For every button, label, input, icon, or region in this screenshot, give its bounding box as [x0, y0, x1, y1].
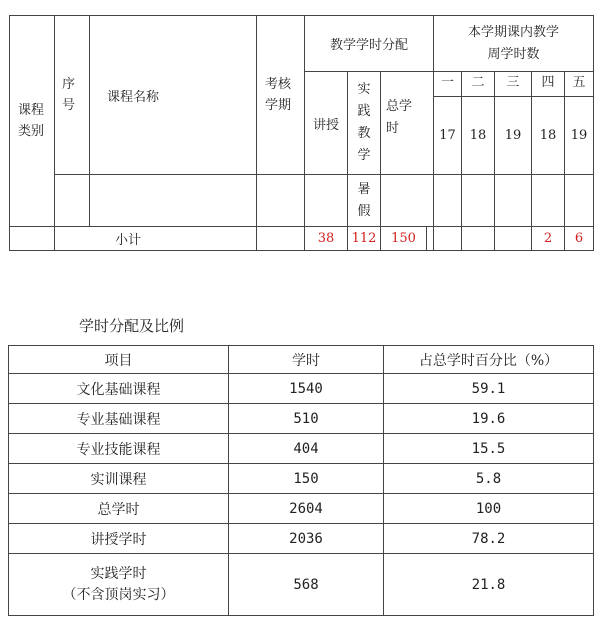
- semester-label-3: 三: [495, 72, 531, 97]
- row-percent: 15.5: [384, 434, 594, 464]
- table-row: [9, 404, 594, 434]
- summer-lecture: [305, 175, 348, 227]
- semester-cell-3: [495, 72, 532, 175]
- summer-course-name: [90, 175, 257, 227]
- row-hours: 510: [229, 404, 384, 434]
- subtotal-lecture: 38: [305, 227, 348, 251]
- header-item: 项目: [9, 346, 229, 374]
- table-row: [9, 464, 594, 494]
- subtotal-total: 150: [381, 227, 427, 251]
- row-percent: 5.8: [384, 464, 594, 494]
- header-course-category: 课程 类别: [10, 16, 55, 227]
- row-percent: 78.2: [384, 524, 594, 554]
- table-row: [9, 374, 594, 404]
- table-row: [9, 554, 594, 616]
- subtotal-practice: 112: [348, 227, 381, 251]
- row-item: 实训课程: [9, 464, 229, 494]
- week-count-3: 19: [504, 128, 522, 143]
- row-hours: 1540: [229, 374, 384, 404]
- header-course-name: 课程名称: [90, 16, 257, 175]
- table-row: [9, 524, 594, 554]
- summer-total: [381, 175, 434, 227]
- subtotal-sem2: [462, 227, 495, 251]
- week-count-2: 18: [469, 128, 487, 143]
- row-hours: 2604: [229, 494, 384, 524]
- summer-sem2: [462, 175, 495, 227]
- summer-sem5: [565, 175, 594, 227]
- header-hours-allocation: 教学学时分配: [305, 16, 434, 72]
- subtotal-sem3: [495, 227, 532, 251]
- subtotal-label: 小计: [55, 227, 257, 251]
- row-hours: 568: [229, 554, 384, 616]
- semester-label-2: 二: [462, 72, 494, 97]
- semester-cell-5: [565, 72, 594, 175]
- header-exam-term: 考核 学期: [257, 16, 305, 175]
- summer-sem3: [495, 175, 532, 227]
- subtotal-sem5: 6: [565, 227, 594, 251]
- row-hours: 2036: [229, 524, 384, 554]
- header-lecture: 讲授: [305, 72, 348, 175]
- header-weekly-hours: 本学期课内教学 周学时数: [434, 16, 594, 72]
- subtotal-gap: [427, 227, 434, 251]
- row-percent: 21.8: [384, 554, 594, 616]
- row-item: 文化基础课程: [9, 374, 229, 404]
- header-total-hours: 总学 时: [381, 72, 434, 175]
- summer-sem1: [434, 175, 462, 227]
- semester-cell-1: [434, 72, 462, 175]
- row-hours: 150: [229, 464, 384, 494]
- header-hours: 学时: [229, 346, 384, 374]
- course-schedule-table: [9, 15, 594, 251]
- semester-label-1: 一: [434, 72, 461, 97]
- row-item: 总学时: [9, 494, 229, 524]
- row-item: 讲授学时: [9, 524, 229, 554]
- row-hours: 404: [229, 434, 384, 464]
- header-seq: 序 号: [55, 16, 90, 175]
- table-row: [9, 434, 594, 464]
- semester-label-4: 四: [532, 72, 564, 97]
- summer-seq: [55, 175, 90, 227]
- header-percent: 占总学时百分比（%）: [384, 346, 594, 374]
- subtotal-sem4: 2: [532, 227, 565, 251]
- subtotal-exam-term: [257, 227, 305, 251]
- summer-exam-term: [257, 175, 305, 227]
- row-item: 专业技能课程: [9, 434, 229, 464]
- semester-cell-2: [462, 72, 495, 175]
- table-row: [9, 494, 594, 524]
- summer-vacation-label: 暑 假: [348, 175, 381, 227]
- week-count-5: 19: [570, 128, 588, 143]
- row-item: 实践学时 （不含顶岗实习）: [9, 554, 229, 616]
- header-practice: 实 践 教 学: [348, 72, 381, 175]
- semester-cell-4: [532, 72, 565, 175]
- row-percent: 59.1: [384, 374, 594, 404]
- row-percent: 100: [384, 494, 594, 524]
- row-percent: 19.6: [384, 404, 594, 434]
- hours-allocation-table: [8, 345, 594, 616]
- row-item: 专业基础课程: [9, 404, 229, 434]
- semester-label-5: 五: [565, 72, 593, 97]
- subtotal-sem1: [434, 227, 462, 251]
- subtotal-category: [10, 227, 55, 251]
- week-count-4: 18: [539, 128, 557, 143]
- week-count-1: 17: [439, 128, 456, 143]
- summer-sem4: [532, 175, 565, 227]
- allocation-title: 学时分配及比例: [79, 317, 185, 335]
